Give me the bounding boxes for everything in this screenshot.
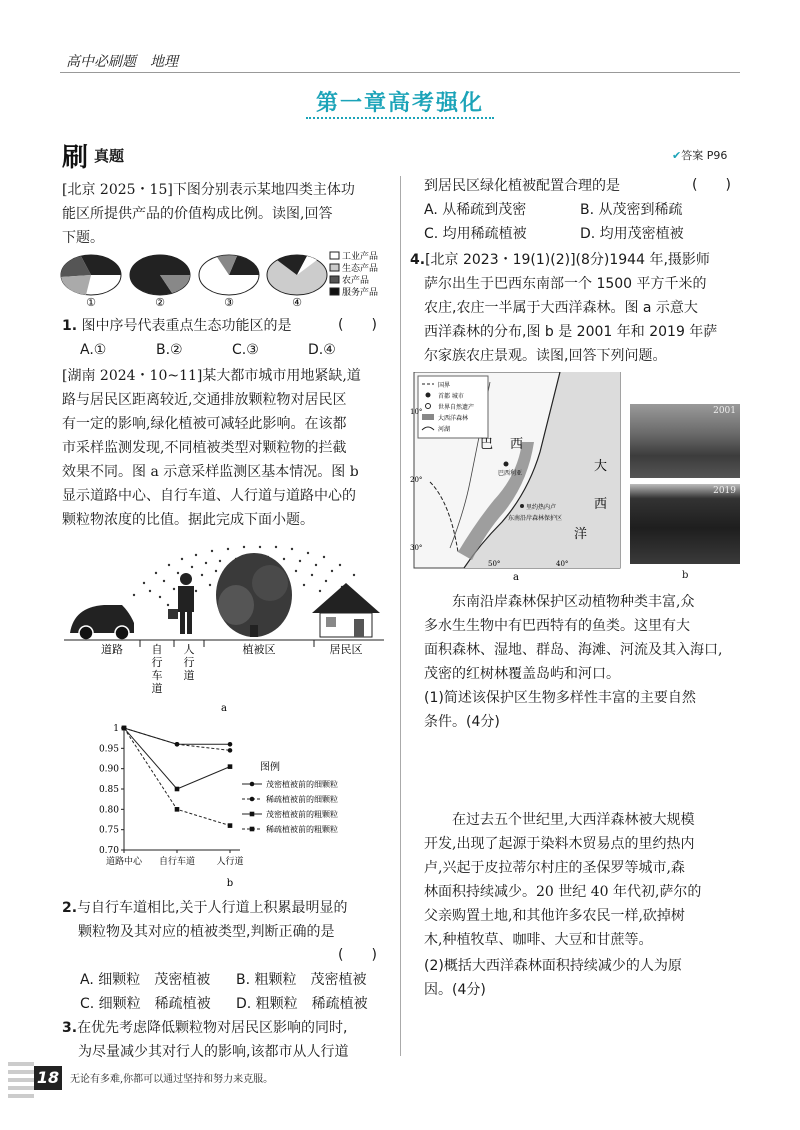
figure-a-caption: a (221, 703, 227, 714)
option-c[interactable]: C. 细颗粒 稀疏植被 (80, 996, 211, 1012)
car-icon (70, 605, 134, 640)
map-label-brazil: 巴 (480, 437, 494, 452)
x-tick-label: 自行车道 (158, 857, 196, 867)
text-line: 市采样监测发现,不同植被类型对颗粒物的拦截 (62, 440, 347, 456)
section-icon: 刷 (62, 143, 89, 173)
series-line (124, 728, 230, 789)
pie-1-slice (61, 275, 91, 295)
option-c[interactable]: C.③ (232, 342, 259, 358)
text-line: 条件。(4分) (424, 714, 500, 730)
lat-label: 10° (410, 408, 423, 416)
option-d[interactable]: D.④ (308, 342, 336, 358)
label-bike-3: 车 (151, 669, 163, 682)
text-line: 能区所提供产品的价值构成比例。读图,回答 (62, 206, 333, 222)
legend-label: 工业产品 (342, 252, 379, 262)
paragraph-2 (424, 808, 742, 952)
check-icon: ✔ (672, 149, 682, 162)
question-3 (62, 1016, 398, 1064)
y-tick-label: 0.70 (98, 846, 119, 856)
section-title: 真题 (94, 147, 125, 165)
footer-motto: 无论有多难,你都可以通过坚持和努力来克服。 (70, 1074, 274, 1085)
map-label-reserve: 东南沿岸森林保护区 (508, 515, 563, 522)
label-vegetation: 植被区 (242, 643, 276, 656)
map-label-rio: 里约热内卢 (526, 504, 557, 511)
figure-a (64, 535, 398, 715)
tree-icon (216, 553, 292, 637)
map-label-brazil: 西 (510, 437, 524, 452)
legend-marker (250, 827, 255, 832)
question-2 (62, 896, 398, 944)
house-icon (312, 583, 380, 637)
option-b[interactable]: B. 粗颗粒 茂密植被 (236, 972, 367, 988)
question-number: 3. (62, 1020, 78, 1036)
data-point (228, 764, 233, 769)
lon-label: 50° (488, 560, 501, 568)
city-marker (520, 504, 524, 508)
text-line: 下题。 (62, 230, 104, 246)
pie-3 (199, 255, 259, 295)
label-walk-3: 道 (183, 669, 195, 682)
sub-question-1 (424, 686, 742, 734)
chapter-underline (306, 117, 494, 119)
y-tick-label: 0.95 (98, 744, 119, 755)
intro-2 (62, 364, 398, 532)
question-text: 农庄,农庄一半属于大西洋森林。图 a 示意大 (424, 300, 698, 316)
question-text: 尔家族农庄景观。读图,回答下列问题。 (424, 348, 667, 364)
legend-label: 茂密植被前的粗颗粒 (266, 810, 338, 819)
question-text: 西洋森林的分布,图 b 是 2001 年和 2019 年萨 (424, 324, 718, 340)
y-tick-label: 0.75 (98, 825, 119, 836)
text-line: 有一定的影响,绿化植被可减轻此影响。在该都 (62, 416, 347, 432)
answer-blank[interactable]: ( ) (338, 947, 377, 963)
legend-swatch (330, 252, 339, 259)
text-line: 开发,出现了起源于染料木贸易点的里约热内 (424, 836, 695, 852)
question-number: 4. (410, 252, 426, 268)
question-4 (410, 248, 740, 368)
option-d[interactable]: D. 均用茂密植被 (580, 226, 684, 242)
answer-ref-text: 答案 P96 (681, 149, 728, 162)
option-d[interactable]: D. 粗颗粒 稀疏植被 (236, 996, 368, 1012)
pie-charts (60, 250, 396, 312)
question-text: 图中序号代表重点生态功能区的是 (81, 318, 292, 334)
text-line: 东南沿岸森林保护区动植物种类丰富,众 (452, 594, 695, 610)
series-line (124, 728, 230, 744)
pie-label-1: ① (86, 296, 96, 309)
lat-label: 20° (410, 476, 423, 484)
legend-marker (250, 782, 255, 787)
option-b[interactable]: B. 从茂密到稀疏 (580, 202, 683, 218)
label-walk-1: 人 (183, 643, 195, 656)
page-number: 18 (34, 1066, 62, 1090)
legend-swatch (330, 264, 339, 271)
map-legend-label: 国界 (438, 382, 451, 389)
label-bike-1: 自 (151, 643, 163, 656)
photo-year: 2019 (713, 486, 736, 496)
column-divider (400, 176, 401, 1056)
text-line: (1)简述该保护区生物多样性丰富的主要自然 (424, 690, 696, 706)
data-point (228, 823, 233, 828)
data-point (228, 748, 233, 753)
text-line: [北京 2025・15]下图分别表示某地四类主体功 (62, 182, 355, 198)
legend-label: 服务产品 (342, 288, 379, 298)
pie-label-2: ② (155, 296, 165, 309)
pie-label-4: ④ (292, 296, 302, 309)
photo-2001 (630, 404, 740, 478)
y-tick-label: 1 (113, 724, 119, 734)
question-text: 为尽量减少其对行人的影响,该都市从人行道 (78, 1044, 349, 1060)
text-line: 面积森林、湿地、群岛、海滩、河流及其入海口, (424, 642, 723, 658)
label-walk-2: 行 (183, 656, 195, 669)
answer-reference (672, 147, 727, 163)
legend-label: 稀疏植被前的细颗粒 (266, 795, 338, 804)
map-legend-label: 世界自然遗产 (438, 404, 475, 411)
capital-marker (504, 462, 509, 467)
legend-marker (250, 812, 255, 817)
question-text: 在优先考虑降低颗粒物对居民区影响的同时, (77, 1020, 348, 1036)
legend-swatch (330, 288, 339, 295)
question-text: 萨尔出生于巴西东南部一个 1500 平方千米的 (424, 276, 707, 292)
sub-question-2 (424, 954, 742, 1002)
x-tick-label: 人行道 (216, 857, 244, 867)
lon-label: 40° (556, 560, 569, 568)
text-line: 路与居民区距离较近,交通排放颗粒物对居民区 (62, 392, 347, 408)
paragraph-1 (424, 590, 742, 686)
label-residential: 居民区 (329, 643, 363, 656)
y-tick-label: 0.90 (98, 764, 119, 775)
question-text: 颗粒物及其对应的植被类型,判断正确的是 (78, 924, 335, 940)
text-line: 林面积持续减少。20 世纪 40 年代初,萨尔的 (424, 884, 702, 900)
question-number: 1. (62, 318, 78, 334)
pie-4 (267, 255, 327, 295)
figure-b-line-chart (80, 718, 380, 888)
option-c[interactable]: C. 均用稀疏植被 (424, 226, 527, 242)
map-label-ocean: 洋 (574, 527, 588, 542)
photo-caption: b (682, 570, 689, 581)
legend-title: 图例 (260, 762, 280, 773)
label-bike-4: 道 (151, 682, 163, 695)
header-rule (60, 72, 740, 73)
question-text: 与自行车道相比,关于人行道上积累最明显的 (77, 900, 348, 916)
text-line: 效果不同。图 a 示意采样监测区基本情况。图 b (62, 464, 359, 480)
label-bike-2: 行 (151, 656, 163, 669)
footer-decoration (8, 1058, 34, 1098)
text-line: 显示道路中心、自行车道、人行道与道路中心的 (62, 488, 356, 504)
data-point (175, 807, 180, 812)
map-label-ocean: 大 (594, 459, 608, 474)
question-number: 2. (62, 900, 78, 916)
text-line: 木,种植牧草、咖啡、大豆和甘蔗等。 (424, 932, 653, 948)
pie-2 (130, 255, 190, 295)
data-point (228, 742, 233, 747)
legend-label: 茂密植被前的细颗粒 (266, 780, 338, 789)
legend-label: 稀疏植被前的粗颗粒 (266, 825, 338, 834)
pie-1 (61, 255, 121, 295)
answer-blank[interactable]: ( ) (692, 177, 731, 193)
figure-b-caption: b (226, 878, 234, 888)
text-line: 多水生生物中有巴西特有的鱼类。这里有大 (424, 618, 690, 634)
map-legend-label: 河湖 (438, 426, 451, 433)
text-line: [湖南 2024・10~11]某大都市城市用地紧缺,道 (62, 368, 361, 384)
data-point (122, 726, 127, 731)
option-a[interactable]: A. 从稀疏到茂密 (424, 202, 527, 218)
y-tick-label: 0.80 (98, 805, 119, 816)
running-header: 高中必刷题 地理 (66, 54, 178, 70)
intro-1 (62, 178, 392, 250)
label-road: 道路 (101, 643, 123, 656)
x-tick-label: 道路中心 (105, 857, 143, 867)
option-b[interactable]: B.② (156, 342, 183, 358)
pie-label-3: ③ (224, 296, 234, 309)
map-legend-label: 首都 城市 (438, 393, 464, 400)
pedestrian-icon (168, 573, 194, 634)
legend-swatch (330, 276, 339, 283)
lat-label: 30° (410, 544, 423, 552)
legend-label: 农产品 (342, 276, 370, 286)
text-line: (2)概括大西洋森林面积持续减少的人为原 (424, 958, 682, 974)
text-line: 因。(4分) (424, 982, 486, 998)
data-point (175, 742, 180, 747)
text-line: 卢,兴起于皮拉蒂尔村庄的圣保罗等城市,森 (424, 860, 685, 876)
legend-marker (250, 797, 255, 802)
text-line: 颗粒物浓度的比值。据此完成下面小题。 (62, 512, 314, 528)
map-label-ocean: 西 (594, 497, 608, 512)
map-legend-label: 大西洋森林 (438, 415, 469, 422)
option-a[interactable]: A. 细颗粒 茂密植被 (80, 972, 211, 988)
figure-a-map (410, 372, 626, 582)
answer-blank[interactable]: ( ) (338, 317, 377, 333)
y-tick-label: 0.85 (98, 785, 119, 795)
map-caption: a (513, 572, 519, 582)
chapter-title: 第一章高考强化 (315, 91, 484, 116)
text-line: 父亲购置土地,和其他许多农民一样,砍掉树 (424, 908, 685, 924)
photo-2019 (630, 484, 740, 564)
legend-label: 生态产品 (342, 264, 379, 274)
data-point (175, 787, 180, 792)
text-line: 茂密的红树林覆盖岛屿和河口。 (424, 666, 620, 682)
question-text: [北京 2023・19(1)(2)](8分)1944 年,摄影师 (425, 252, 710, 268)
photo-year: 2001 (713, 406, 736, 416)
map-label-brasilia: 巴西利亚 (498, 470, 523, 477)
option-a[interactable]: A.① (80, 342, 107, 358)
question-3-continued: 到居民区绿化植被配置合理的是 (424, 178, 620, 194)
text-line: 在过去五个世纪里,大西洋森林被大规模 (452, 812, 695, 828)
